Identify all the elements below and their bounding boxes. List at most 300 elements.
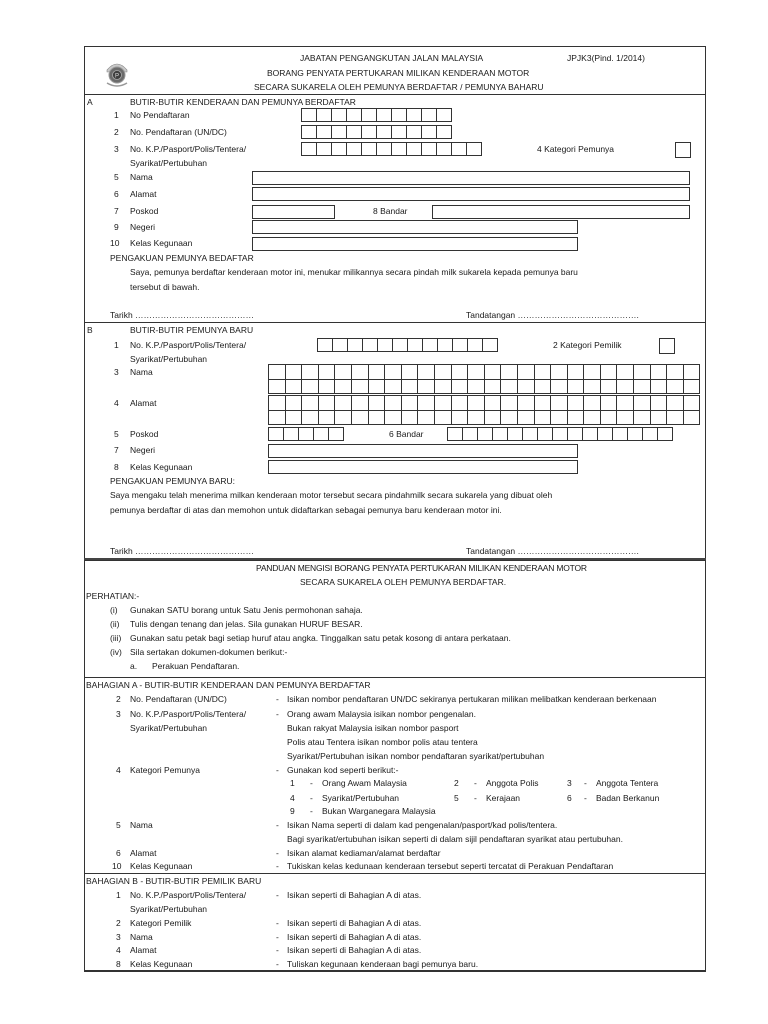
category-label: Anggota Polis	[486, 778, 539, 788]
guide-title-line1: PANDUAN MENGISI BORANG PENYATA PERTUKARAN MILIKAN KENDERAAN MOTOR	[256, 563, 587, 573]
registration-number-input[interactable]	[301, 108, 452, 122]
char-box[interactable]	[301, 395, 319, 411]
char-box[interactable]	[406, 108, 422, 122]
char-box[interactable]	[421, 108, 437, 122]
guide-b-row-text: Isikan seperti di Bahagian A di atas.	[287, 918, 422, 928]
form-title-line2: SECARA SUKARELA OLEH PEMUNYA BERDAFTAR / PEMUNYA BAHARU	[254, 82, 544, 92]
guide-a-row-text: Syarikat/Pertubuhan isikan nombor pendaftaran syarikat/pertubuhan	[287, 751, 545, 761]
char-box[interactable]	[331, 142, 347, 156]
guide-b-row-text: Isikan seperti di Bahagian A di atas.	[287, 890, 422, 900]
char-box[interactable]	[376, 125, 392, 139]
char-box[interactable]	[376, 108, 392, 122]
guide-b-row-label: Alamat	[130, 945, 157, 955]
char-box[interactable]	[368, 395, 386, 411]
char-box[interactable]	[384, 410, 402, 426]
char-box[interactable]	[328, 427, 344, 441]
char-box[interactable]	[417, 379, 435, 395]
field-a3-num: 3	[114, 144, 119, 154]
char-box[interactable]	[467, 338, 483, 352]
char-box[interactable]	[616, 379, 634, 395]
char-box[interactable]	[534, 395, 552, 411]
char-box[interactable]	[633, 364, 651, 380]
char-box[interactable]	[633, 395, 651, 411]
char-box[interactable]	[361, 108, 377, 122]
guide-dash: -	[474, 778, 477, 788]
field-a9-label: Negeri	[130, 222, 156, 232]
char-box[interactable]	[583, 410, 601, 426]
category-label: Anggota Tentera	[596, 778, 659, 788]
field-b5-num: 5	[114, 429, 119, 439]
section-divider-ab	[84, 322, 706, 323]
guide-dash: -	[310, 806, 313, 816]
guide-b-row-num: 1	[116, 890, 121, 900]
char-box[interactable]	[492, 427, 508, 441]
new-owner-declaration-line2: pemunya berdaftar di atas dan memohon untuk didaftarkan sebagai pemunya baru kenderaan motor ini.	[110, 505, 502, 515]
char-box[interactable]	[268, 395, 286, 411]
char-box[interactable]	[301, 108, 317, 122]
char-box[interactable]	[567, 379, 585, 395]
char-box[interactable]	[484, 379, 502, 395]
char-box[interactable]	[347, 338, 363, 352]
char-box[interactable]	[362, 338, 378, 352]
section-b-letter: B	[87, 325, 93, 335]
document-item-num: a.	[130, 661, 138, 671]
section-divider-guide	[84, 558, 706, 560]
char-box[interactable]	[434, 364, 452, 380]
guide-a-row-label: Kelas Kegunaan	[130, 861, 193, 871]
char-box[interactable]	[633, 379, 651, 395]
form-title-line1: BORANG PENYATA PERTUKARAN MILIKAN KENDERAAN MOTOR	[267, 68, 530, 78]
guide-a-row-num: 5	[116, 820, 121, 830]
notice-3-text: Gunakan satu petak bagi setiap huruf atau angka. Tinggalkan satu petak kosong di antara perkataan.	[130, 633, 511, 643]
char-box[interactable]	[534, 410, 552, 426]
char-box[interactable]	[616, 364, 634, 380]
char-box[interactable]	[406, 142, 422, 156]
char-box[interactable]	[484, 364, 502, 380]
guide-b-row-num: 8	[116, 959, 121, 969]
char-box[interactable]	[391, 142, 407, 156]
char-box[interactable]	[451, 395, 469, 411]
guide-dash: -	[276, 848, 279, 858]
char-box[interactable]	[627, 427, 643, 441]
guide-dash: -	[310, 793, 313, 803]
new-owner-postcode-input[interactable]	[268, 427, 344, 441]
char-box[interactable]	[391, 125, 407, 139]
guide-a-row-text: Isikan nombor pendaftaran UN/DC sekiranya pertukaran milikan melibatkan kenderaan berkenaan	[287, 694, 657, 704]
field-b3-label: Nama	[130, 367, 153, 377]
char-box[interactable]	[317, 338, 333, 352]
notice-1-text: Gunakan SATU borang untuk Satu Jenis permohonan sahaja.	[130, 605, 363, 615]
char-box[interactable]	[666, 410, 684, 426]
owner-declaration-heading: PENGAKUAN PEMUNYA BEDAFTAR	[110, 253, 254, 263]
owner-usage-class-input[interactable]	[252, 237, 578, 251]
char-box[interactable]	[421, 125, 437, 139]
char-box[interactable]	[268, 427, 284, 441]
char-box[interactable]	[436, 125, 452, 139]
owner-date-field[interactable]: Tarikh ……………………………………	[110, 310, 255, 320]
char-box[interactable]	[268, 364, 286, 380]
char-box[interactable]	[582, 427, 598, 441]
char-box[interactable]	[507, 427, 523, 441]
new-owner-date-field[interactable]: Tarikh ……………………………………	[110, 546, 255, 556]
char-box[interactable]	[422, 338, 438, 352]
char-box[interactable]	[361, 142, 377, 156]
char-box[interactable]	[683, 395, 701, 411]
char-box[interactable]	[597, 427, 613, 441]
category-code: 6	[567, 793, 572, 803]
guide-a-row-text: Gunakan kod seperti berikut:-	[287, 765, 399, 775]
char-box[interactable]	[334, 395, 352, 411]
char-box[interactable]	[600, 379, 618, 395]
owner-declaration-line1: Saya, pemunya berdaftar kenderaan motor ini, menukar milikannya secara pindah milk sukarela kepada pemunya baru	[130, 267, 578, 277]
char-box[interactable]	[550, 364, 568, 380]
new-owner-declaration-line1: Saya mengaku telah menerima milkan kenderaan motor tersebut secara pindahmilk secara sukarela yang dibuat oleh	[110, 490, 553, 500]
guide-a-row-num: 6	[116, 848, 121, 858]
char-box[interactable]	[376, 142, 392, 156]
char-box[interactable]	[600, 364, 618, 380]
char-box[interactable]	[683, 410, 701, 426]
registration-undc-input[interactable]	[301, 125, 452, 139]
char-box[interactable]	[434, 395, 452, 411]
field-a7-label: Poskod	[130, 206, 159, 216]
form-code: JPJK3(Pind. 1/2014)	[567, 53, 645, 63]
char-box[interactable]	[467, 395, 485, 411]
char-box[interactable]	[316, 108, 332, 122]
char-box[interactable]	[285, 395, 303, 411]
guide-title-line2: SECARA SUKARELA OLEH PEMUNYA BERDAFTAR.	[300, 577, 507, 587]
char-box[interactable]	[417, 395, 435, 411]
char-box[interactable]	[401, 364, 419, 380]
char-box[interactable]	[392, 338, 408, 352]
notice-3-num: (iii)	[110, 633, 122, 643]
field-b7-num: 7	[114, 445, 119, 455]
field-b1-label: No. K.P./Pasport/Polis/Tentera/	[130, 340, 247, 350]
owner-address-input[interactable]	[252, 187, 690, 201]
char-box[interactable]	[334, 410, 352, 426]
char-box[interactable]	[482, 338, 498, 352]
char-box[interactable]	[331, 108, 347, 122]
guide-a-row-label: Kategori Pemunya	[130, 765, 200, 775]
notice-4-num: (iv)	[110, 647, 122, 657]
char-box[interactable]	[346, 142, 362, 156]
char-box[interactable]	[351, 395, 369, 411]
char-box[interactable]	[285, 379, 303, 395]
owner-category-input[interactable]	[675, 142, 691, 158]
char-box[interactable]	[466, 142, 482, 156]
char-box[interactable]	[517, 364, 535, 380]
guide-dash: -	[276, 861, 279, 871]
char-box[interactable]	[377, 338, 393, 352]
owner-postcode-input[interactable]	[252, 205, 335, 219]
field-b5-label: Poskod	[130, 429, 159, 439]
new-owner-id-input[interactable]	[317, 338, 498, 352]
char-box[interactable]	[657, 427, 673, 441]
guide-dash: -	[474, 793, 477, 803]
guide-a-row-num: 3	[116, 709, 121, 719]
owner-city-input[interactable]	[432, 205, 690, 219]
char-box[interactable]	[616, 395, 634, 411]
notice-4-text: Sila sertakan dokumen-dokumen berikut:-	[130, 647, 288, 657]
char-box[interactable]	[331, 125, 347, 139]
char-box[interactable]	[522, 427, 538, 441]
owner-declaration-line2: tersebut di bawah.	[130, 282, 200, 292]
char-box[interactable]	[517, 410, 535, 426]
char-box[interactable]	[567, 427, 583, 441]
field-b1-num: 1	[114, 340, 119, 350]
char-box[interactable]	[612, 427, 628, 441]
char-box[interactable]	[368, 379, 386, 395]
guide-a-row-num: 4	[116, 765, 121, 775]
char-box[interactable]	[500, 395, 518, 411]
char-box[interactable]	[550, 379, 568, 395]
char-box[interactable]	[666, 379, 684, 395]
char-box[interactable]	[316, 142, 332, 156]
char-box[interactable]	[451, 142, 467, 156]
guide-divider-parta	[84, 677, 706, 678]
guide-dash: -	[584, 778, 587, 788]
char-box[interactable]	[298, 427, 314, 441]
owner-name-input[interactable]	[252, 171, 690, 185]
char-box[interactable]	[447, 427, 463, 441]
field-b8-num: 8	[114, 462, 119, 472]
char-box[interactable]	[368, 410, 386, 426]
char-box[interactable]	[517, 379, 535, 395]
new-owner-usage-class-input[interactable]	[268, 460, 578, 474]
char-box[interactable]	[407, 338, 423, 352]
char-box[interactable]	[301, 410, 319, 426]
char-box[interactable]	[401, 395, 419, 411]
char-box[interactable]	[334, 364, 352, 380]
new-owner-category-label: 2 Kategori Pemilik	[553, 340, 622, 350]
char-box[interactable]	[384, 395, 402, 411]
char-box[interactable]	[567, 364, 585, 380]
notice-2-num: (ii)	[110, 619, 120, 629]
char-box[interactable]	[313, 427, 329, 441]
char-box[interactable]	[633, 410, 651, 426]
char-box[interactable]	[346, 108, 362, 122]
char-box[interactable]	[268, 410, 286, 426]
char-box[interactable]	[500, 410, 518, 426]
char-box[interactable]	[391, 108, 407, 122]
category-label: Bukan Warganegara Malaysia	[322, 806, 436, 816]
char-box[interactable]	[616, 410, 634, 426]
char-box[interactable]	[417, 410, 435, 426]
char-box[interactable]	[436, 142, 452, 156]
char-box[interactable]	[467, 410, 485, 426]
char-box[interactable]	[301, 125, 317, 139]
char-box[interactable]	[283, 427, 299, 441]
guide-a-row-text: Isikan Nama seperti di dalam kad pengenalan/pasport/kad polis/tentera.	[287, 820, 558, 830]
guide-dash: -	[276, 890, 279, 900]
char-box[interactable]	[406, 125, 422, 139]
char-box[interactable]	[434, 379, 452, 395]
notice-heading: PERHATIAN:-	[86, 591, 140, 601]
char-box[interactable]	[567, 395, 585, 411]
char-box[interactable]	[650, 395, 668, 411]
char-box[interactable]	[301, 142, 317, 156]
char-box[interactable]	[451, 364, 469, 380]
char-box[interactable]	[484, 410, 502, 426]
owner-category-label: 4 Kategori Pemunya	[537, 144, 615, 154]
char-box[interactable]	[318, 410, 336, 426]
char-box[interactable]	[451, 379, 469, 395]
char-box[interactable]	[534, 379, 552, 395]
field-b3-num: 3	[114, 367, 119, 377]
new-owner-name-input[interactable]	[268, 364, 699, 393]
char-box[interactable]	[351, 364, 369, 380]
char-box[interactable]	[285, 410, 303, 426]
category-code: 9	[290, 806, 295, 816]
char-box[interactable]	[351, 410, 369, 426]
char-box[interactable]	[334, 379, 352, 395]
char-box[interactable]	[451, 410, 469, 426]
char-box[interactable]	[683, 379, 701, 395]
guide-b-row-label: Nama	[130, 932, 153, 942]
guide-b-row-label2: Syarikat/Pertubuhan	[130, 904, 208, 914]
char-box[interactable]	[318, 395, 336, 411]
char-box[interactable]	[600, 395, 618, 411]
char-box[interactable]	[517, 395, 535, 411]
guide-b-row-label: No. K.P./Pasport/Polis/Tentera/	[130, 890, 247, 900]
char-box[interactable]	[318, 379, 336, 395]
category-code: 2	[454, 778, 459, 788]
char-box[interactable]	[500, 364, 518, 380]
char-box[interactable]	[437, 338, 453, 352]
char-box[interactable]	[285, 364, 303, 380]
char-box[interactable]	[552, 427, 568, 441]
char-box[interactable]	[368, 364, 386, 380]
char-box[interactable]	[316, 125, 332, 139]
field-a5-label: Nama	[130, 172, 153, 182]
char-box[interactable]	[436, 108, 452, 122]
guide-b-row-num: 3	[116, 932, 121, 942]
svg-text:P: P	[114, 73, 120, 80]
new-owner-address-input[interactable]	[268, 395, 699, 424]
field-b8-label: Kelas Kegunaan	[130, 462, 193, 472]
guide-a-row-text: Orang awam Malaysia isikan nombor pengenalan.	[287, 709, 476, 719]
guide-dash: -	[584, 793, 587, 803]
category-code: 4	[290, 793, 295, 803]
char-box[interactable]	[351, 379, 369, 395]
char-box[interactable]	[583, 364, 601, 380]
guide-dash: -	[276, 932, 279, 942]
char-box[interactable]	[361, 125, 377, 139]
owner-state-input[interactable]	[252, 220, 578, 234]
char-box[interactable]	[666, 364, 684, 380]
owner-city-label: 8 Bandar	[373, 206, 408, 216]
field-a1-label: No Pendaftaran	[130, 110, 190, 120]
field-a7-num: 7	[114, 206, 119, 216]
char-box[interactable]	[500, 379, 518, 395]
char-box[interactable]	[650, 379, 668, 395]
char-box[interactable]	[467, 379, 485, 395]
category-label: Orang Awam Malaysia	[322, 778, 407, 788]
char-box[interactable]	[666, 395, 684, 411]
new-owner-category-input[interactable]	[659, 338, 675, 354]
char-box[interactable]	[642, 427, 658, 441]
category-label: Syarikat/Pertubuhan	[322, 793, 400, 803]
guide-dash: -	[310, 778, 313, 788]
char-box[interactable]	[534, 364, 552, 380]
char-box[interactable]	[600, 410, 618, 426]
char-box[interactable]	[301, 379, 319, 395]
char-box[interactable]	[467, 364, 485, 380]
char-box[interactable]	[550, 410, 568, 426]
field-a2-num: 2	[114, 127, 119, 137]
field-a6-num: 6	[114, 189, 119, 199]
char-box[interactable]	[477, 427, 493, 441]
id-number-input[interactable]	[301, 142, 482, 156]
guide-dash: -	[276, 709, 279, 719]
guide-dash: -	[276, 945, 279, 955]
char-box[interactable]	[462, 427, 478, 441]
field-a6-label: Alamat	[130, 189, 157, 199]
char-box[interactable]	[434, 410, 452, 426]
char-box[interactable]	[650, 364, 668, 380]
category-label: Kerajaan	[486, 793, 521, 803]
char-box[interactable]	[583, 379, 601, 395]
guide-a-row-text: Polis atau Tentera isikan nombor polis atau tentera	[287, 737, 478, 747]
new-owner-city-label: 6 Bandar	[389, 429, 424, 439]
agency-name: JABATAN PENGANGKUTAN JALAN MALAYSIA	[300, 53, 484, 63]
field-a9-num: 9	[114, 222, 119, 232]
char-box[interactable]	[421, 142, 437, 156]
guide-part-a-heading: BAHAGIAN A - BUTIR-BUTIR KENDERAAN DAN PEMUNYA BERDAFTAR	[86, 680, 371, 690]
char-box[interactable]	[683, 364, 701, 380]
new-owner-city-input[interactable]	[447, 427, 673, 441]
char-box[interactable]	[268, 379, 286, 395]
new-owner-state-input[interactable]	[268, 444, 578, 458]
guide-b-row-num: 2	[116, 918, 121, 928]
char-box[interactable]	[650, 410, 668, 426]
char-box[interactable]	[384, 364, 402, 380]
char-box[interactable]	[537, 427, 553, 441]
char-box[interactable]	[301, 364, 319, 380]
char-box[interactable]	[332, 338, 348, 352]
char-box[interactable]	[583, 395, 601, 411]
field-a3-label: No. K.P./Pasport/Polis/Tentera/	[130, 144, 247, 154]
guide-dash: -	[276, 959, 279, 969]
char-box[interactable]	[401, 410, 419, 426]
category-code: 1	[290, 778, 295, 788]
char-box[interactable]	[384, 379, 402, 395]
guide-dash: -	[276, 820, 279, 830]
char-box[interactable]	[346, 125, 362, 139]
category-label: Badan Berkanun	[596, 793, 660, 803]
char-box[interactable]	[401, 379, 419, 395]
guide-b-row-num: 4	[116, 945, 121, 955]
guide-a-row-text: Tukiskan kelas kedunaan kenderaan tersebut seperti tercatat di Perakuan Pendaftaran	[287, 861, 614, 871]
guide-a-row-label: No. K.P./Pasport/Polis/Tentera/	[130, 709, 247, 719]
new-owner-signature-field[interactable]: Tandatangan …………………………………….	[466, 546, 639, 556]
char-box[interactable]	[318, 364, 336, 380]
char-box[interactable]	[550, 395, 568, 411]
guide-b-row-text: Isikan seperti di Bahagian A di atas.	[287, 945, 422, 955]
char-box[interactable]	[567, 410, 585, 426]
guide-a-row-text: Bagi syarikat/ertubuhan isikan seperti di dalam sijil pendaftaran syarikat atau pertubuhan.	[287, 834, 623, 844]
owner-signature-field[interactable]: Tandatangan …………………………………….	[466, 310, 639, 320]
field-a5-num: 5	[114, 172, 119, 182]
field-b7-label: Negeri	[130, 445, 156, 455]
notice-2-text: Tulis dengan tenang dan jelas. Sila gunakan HURUF BESAR.	[130, 619, 363, 629]
header-divider	[84, 94, 706, 95]
guide-b-row-label: Kelas Kegunaan	[130, 959, 193, 969]
category-code: 3	[567, 778, 572, 788]
char-box[interactable]	[452, 338, 468, 352]
char-box[interactable]	[484, 395, 502, 411]
char-box[interactable]	[417, 364, 435, 380]
guide-a-row-text: Bukan rakyat Malaysia isikan nombor pasport	[287, 723, 459, 733]
